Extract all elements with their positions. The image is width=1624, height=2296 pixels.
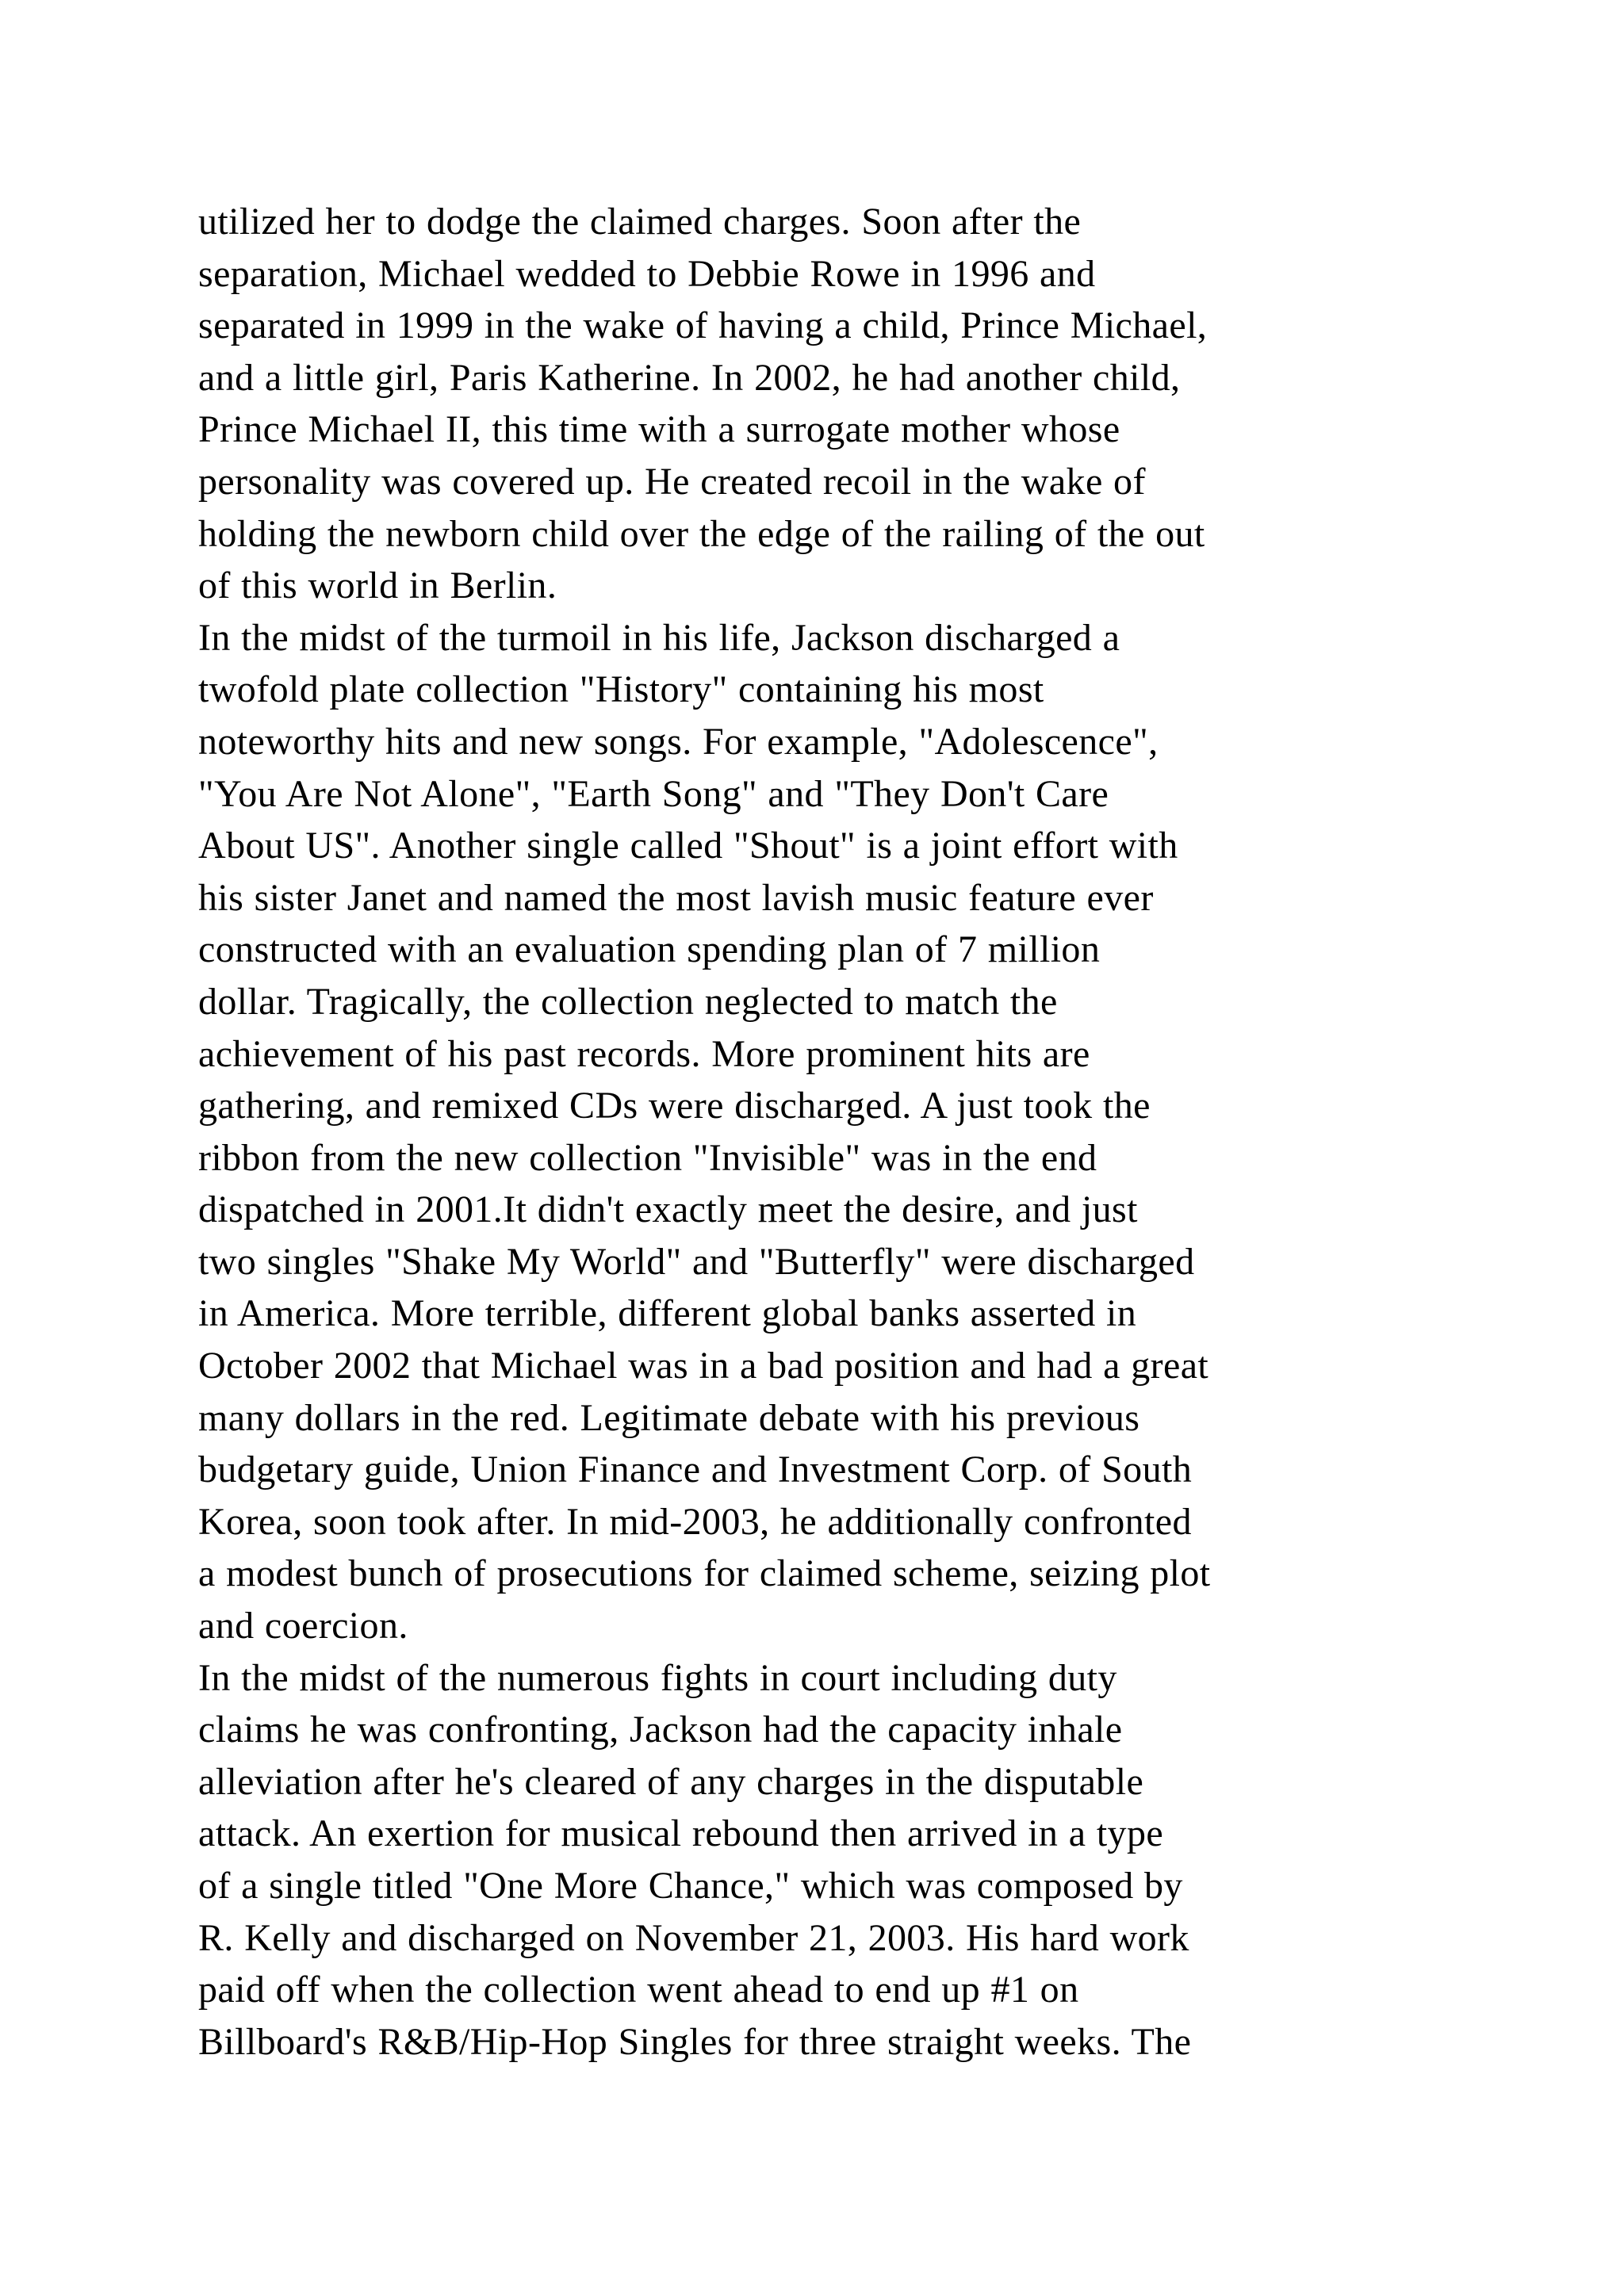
text-line: and a little girl, Paris Katherine. In 2002, he had another child, <box>198 356 1181 399</box>
text-line: twofold plate collection "History" containing his most <box>198 668 1044 711</box>
text-line: many dollars in the red. Legitimate debate with his previous <box>198 1396 1140 1439</box>
text-line: In the midst of the turmoil in his life, Jackson discharged a <box>198 616 1120 659</box>
text-line: a modest bunch of prosecutions for claimed scheme, seizing plot <box>198 1552 1211 1595</box>
text-line: noteworthy hits and new songs. For example, "Adolescence", <box>198 720 1159 763</box>
text-line: R. Kelly and discharged on November 21, 2003. His hard work <box>198 1916 1189 1959</box>
text-line: constructed with an evaluation spending plan of 7 million <box>198 928 1101 971</box>
text-line: October 2002 that Michael was in a bad position and had a great <box>198 1345 1209 1387</box>
text-line: achievement of his past records. More prominent hits are <box>198 1032 1090 1075</box>
text-line: Korea, soon took after. In mid-2003, he additionally confronted <box>198 1500 1192 1543</box>
text-line: gathering, and remixed CDs were discharged. A just took the <box>198 1085 1151 1127</box>
text-line: In the midst of the numerous fights in court including duty <box>198 1656 1117 1699</box>
text-line: two singles "Shake My World" and "Butterfly" were discharged <box>198 1240 1195 1283</box>
text-line: Prince Michael II, this time with a surrogate mother whose <box>198 408 1120 451</box>
text-line: ribbon from the new collection "Invisible" was in the end <box>198 1136 1097 1179</box>
text-line: About US". Another single called "Shout" is a joint effort with <box>198 825 1178 867</box>
text-line: of this world in Berlin. <box>198 564 557 607</box>
text-line: attack. An exertion for musical rebound then arrived in a type <box>198 1812 1164 1855</box>
text-line: of a single titled "One More Chance," which was composed by <box>198 1865 1183 1907</box>
text-line: paid off when the collection went ahead to end up #1 on <box>198 1969 1079 2011</box>
text-line: Billboard's R&B/Hip-Hop Singles for three straight weeks. The <box>198 2020 1192 2063</box>
text-line: utilized her to dodge the claimed charges. Soon after the <box>198 201 1082 243</box>
document-text <box>198 196 1499 2068</box>
text-line: personality was covered up. He created recoil in the wake of <box>198 460 1146 503</box>
text-line: separated in 1999 in the wake of having a child, Prince Michael, <box>198 304 1208 347</box>
text-line: budgetary guide, Union Finance and Investment Corp. of South <box>198 1448 1193 1491</box>
text-line: holding the newborn child over the edge of the railing of the out <box>198 512 1205 555</box>
text-line: dispatched in 2001.It didn't exactly meet the desire, and just <box>198 1188 1138 1231</box>
text-line: separation, Michael wedded to Debbie Rowe in 1996 and <box>198 252 1096 295</box>
text-line: his sister Janet and named the most lavish music feature ever <box>198 876 1154 919</box>
text-line: "You Are Not Alone", "Earth Song" and "They Don't Care <box>198 772 1109 815</box>
text-line: dollar. Tragically, the collection neglected to match the <box>198 980 1058 1023</box>
text-line: claims he was confronting, Jackson had the capacity inhale <box>198 1709 1123 1751</box>
text-line: alleviation after he's cleared of any charges in the disputable <box>198 1760 1144 1803</box>
text-line: and coercion. <box>198 1605 408 1647</box>
text-line: in America. More terrible, different global banks asserted in <box>198 1292 1137 1335</box>
